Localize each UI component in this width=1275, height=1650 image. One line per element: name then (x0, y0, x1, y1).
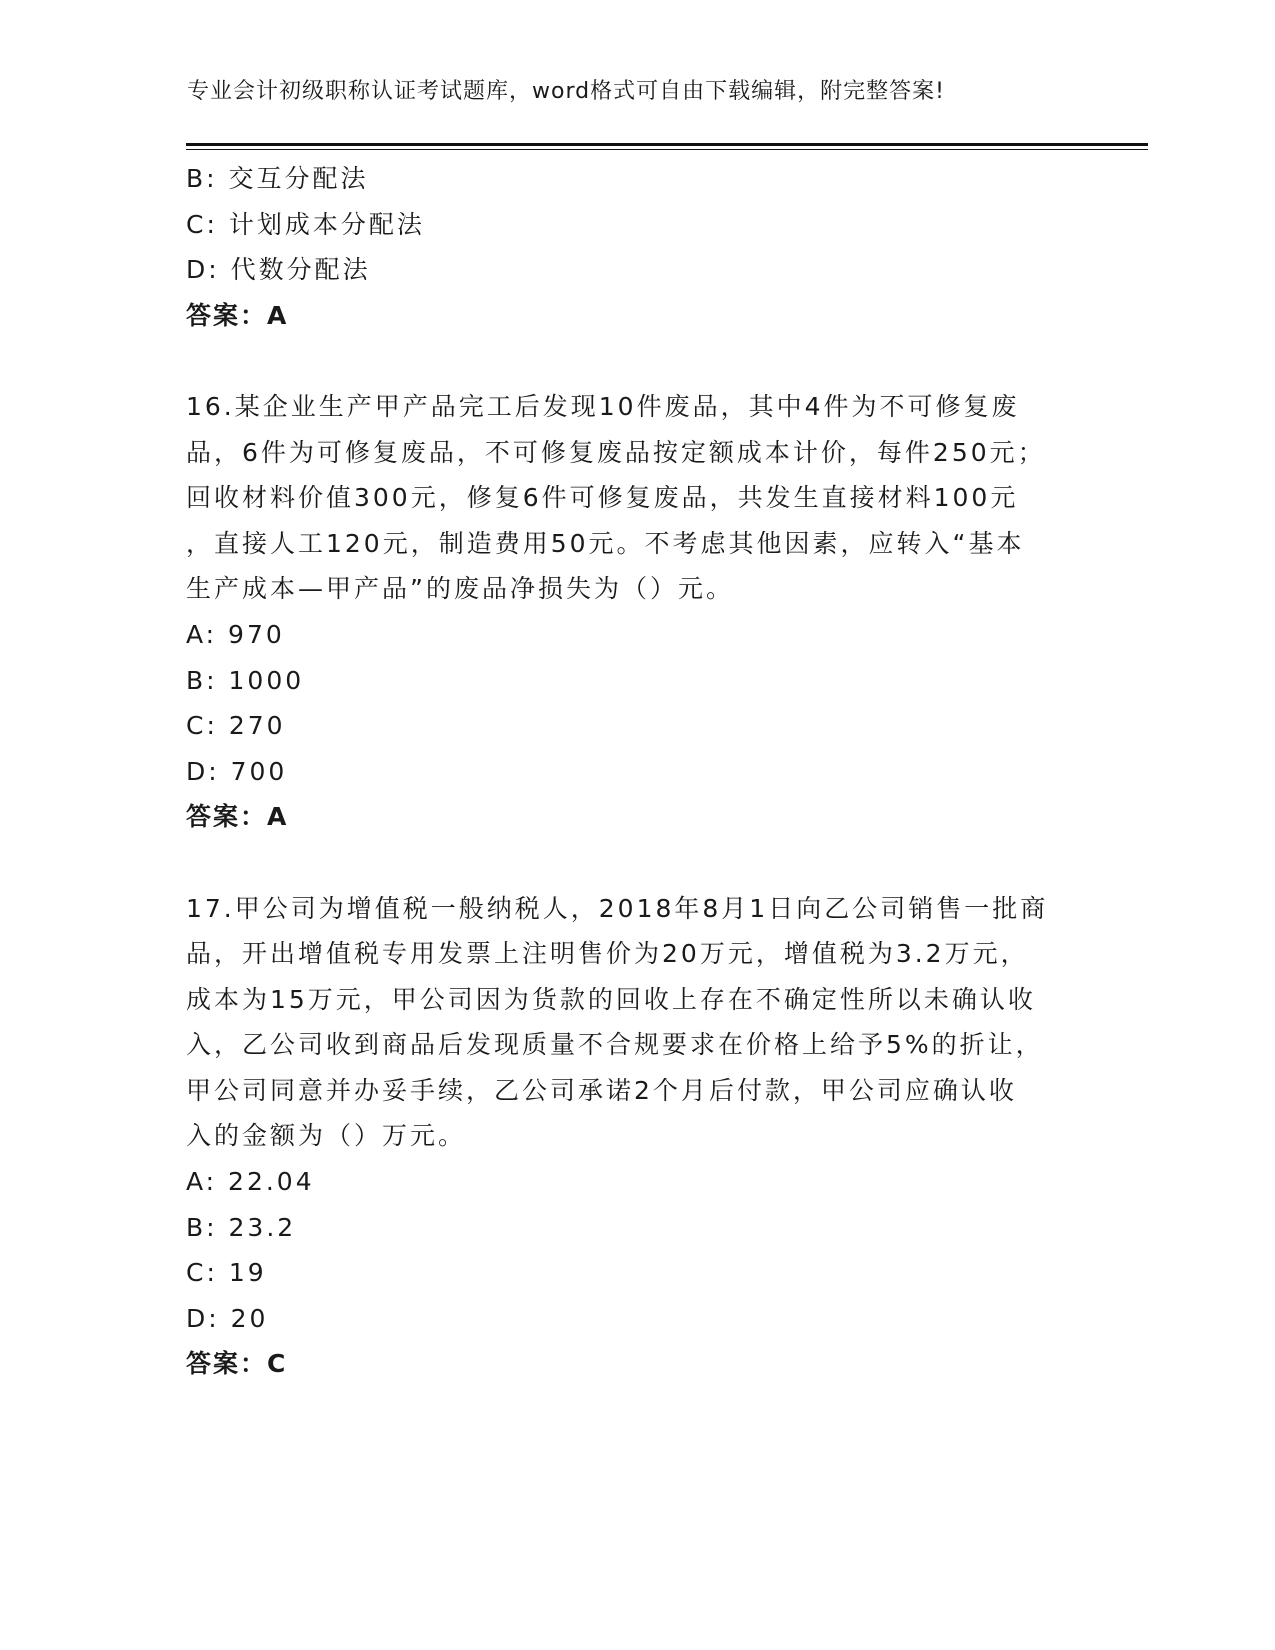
question-16 (186, 384, 1086, 840)
question-text-line: 品，6件为可修复废品，不可修复废品按定额成本计价，每件250元； (186, 437, 1046, 467)
question-text-line: 生产成本—甲产品”的废品净损失为（）元。 (186, 574, 734, 604)
question-text-line: 16.某企业生产甲产品完工后发现10件废品，其中4件为不可修复废 (186, 391, 1020, 421)
question-text-line: 甲公司同意并办妥手续，乙公司承诺2个月后付款，甲公司应确认收 (186, 1075, 1017, 1105)
option-c: C: 270 (186, 711, 286, 741)
question-text-line: 回收材料价值300元，修复6件可修复废品，共发生直接材料100元 (186, 483, 1019, 513)
answer: 答案：A (186, 300, 289, 330)
question-text-line: 成本为15万元，甲公司因为货款的回收上存在不确定性所以未确认收 (186, 984, 1036, 1014)
option-d: D: 20 (186, 1303, 269, 1333)
header-divider (186, 143, 1148, 146)
option-d: D: 代数分配法 (186, 255, 371, 285)
page-header-title: 专业会计初级职称认证考试题库，word格式可自由下载编辑，附完整答案! (187, 79, 945, 104)
document-body (186, 156, 1086, 1387)
option-b: B: 23.2 (186, 1212, 297, 1242)
option-a: A: 970 (186, 619, 285, 649)
option-b: B: 交互分配法 (186, 164, 369, 193)
option-c: C: 19 (186, 1258, 267, 1288)
question-text-line: 入，乙公司收到商品后发现质量不合规要求在价格上给予5%的折让， (186, 1030, 1044, 1060)
option-c: C: 计划成本分配法 (186, 209, 425, 239)
spacer (186, 338, 1086, 384)
question-text-line: ，直接人工120元，制造费用50元。不考虑其他因素，应转入“基本 (186, 528, 1025, 558)
header-divider-thin (186, 149, 1148, 150)
option-b: B: 1000 (186, 665, 305, 695)
answer: 答案：C (186, 1349, 288, 1379)
question-text-line: 品，开出增值税专用发票上注明售价为20万元，增值税为3.2万元， (186, 939, 1029, 969)
question-text-line: 17.甲公司为增值税一般纳税人，2018年8月1日向乙公司销售一批商 (186, 893, 1049, 923)
question-15 (186, 156, 1086, 338)
option-a: A: 22.04 (186, 1167, 315, 1197)
question-17 (186, 886, 1086, 1388)
option-d: D: 700 (186, 756, 288, 786)
spacer (186, 840, 1086, 886)
answer: 答案：A (186, 802, 289, 832)
question-text-line: 入的金额为（）万元。 (186, 1121, 467, 1151)
